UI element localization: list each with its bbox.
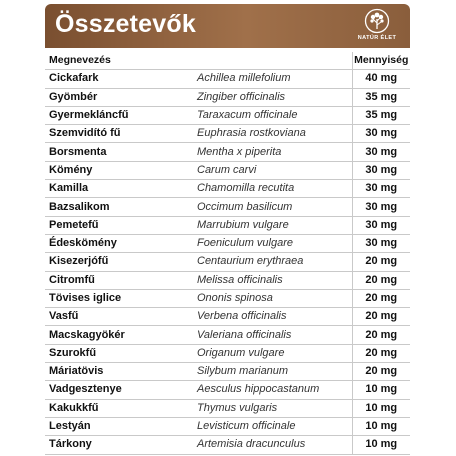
latin-name: Mentha x piperita	[193, 143, 352, 161]
ingredient-name: Bazsalikom	[45, 198, 193, 216]
quantity: 30 mg	[352, 143, 410, 161]
ingredient-name: Gyermekláncfű	[45, 106, 193, 124]
table-row	[45, 436, 410, 454]
ingredient-name: Cickafark	[45, 70, 193, 88]
latin-name: Chamomilla recutita	[193, 180, 352, 198]
logo-text: NATÚR ÉLET	[357, 35, 397, 41]
ingredient-name: Tárkony	[45, 436, 193, 454]
ingredient-name: Édeskömény	[45, 234, 193, 252]
table-row	[45, 216, 410, 234]
table-row	[45, 125, 410, 143]
table-row	[45, 399, 410, 417]
ingredient-name: Citromfű	[45, 271, 193, 289]
ingredient-name: Kisezerjófű	[45, 253, 193, 271]
tree-leaf-icon	[364, 8, 390, 34]
ingredient-name: Kömény	[45, 161, 193, 179]
latin-name: Zingiber officinalis	[193, 88, 352, 106]
quantity: 10 mg	[352, 417, 410, 435]
quantity: 10 mg	[352, 436, 410, 454]
quantity: 30 mg	[352, 125, 410, 143]
latin-name: Silybum marianum	[193, 363, 352, 381]
quantity: 20 mg	[352, 326, 410, 344]
latin-name: Verbena officinalis	[193, 308, 352, 326]
ingredient-name: Kamilla	[45, 180, 193, 198]
column-header-latin	[193, 52, 352, 70]
quantity: 10 mg	[352, 381, 410, 399]
table-row	[45, 234, 410, 252]
page-title: Összetevők	[55, 10, 196, 38]
ingredient-name: Kakukkfű	[45, 399, 193, 417]
quantity: 30 mg	[352, 216, 410, 234]
table-row	[45, 326, 410, 344]
ingredient-name: Szurokfű	[45, 344, 193, 362]
table-row	[45, 417, 410, 435]
table-row	[45, 198, 410, 216]
ingredient-name: Borsmenta	[45, 143, 193, 161]
quantity: 35 mg	[352, 106, 410, 124]
quantity: 10 mg	[352, 399, 410, 417]
quantity: 20 mg	[352, 363, 410, 381]
quantity: 20 mg	[352, 289, 410, 307]
table-row	[45, 271, 410, 289]
ingredient-name: Vadgesztenye	[45, 381, 193, 399]
ingredient-name: Szemvidító fű	[45, 125, 193, 143]
ingredient-name: Lestyán	[45, 417, 193, 435]
ingredient-name: Vasfű	[45, 308, 193, 326]
column-header-name: Megnevezés	[45, 52, 193, 70]
brand-logo	[354, 8, 400, 46]
latin-name: Carum carvi	[193, 161, 352, 179]
latin-name: Melissa officinalis	[193, 271, 352, 289]
table-row	[45, 308, 410, 326]
latin-name: Occimum basilicum	[193, 198, 352, 216]
ingredient-name: Tövises iglice	[45, 289, 193, 307]
latin-name: Valeriana officinalis	[193, 326, 352, 344]
quantity: 35 mg	[352, 88, 410, 106]
latin-name: Aesculus hippocastanum	[193, 381, 352, 399]
table-row	[45, 180, 410, 198]
latin-name: Euphrasia rostkoviana	[193, 125, 352, 143]
table-row	[45, 143, 410, 161]
table-row	[45, 344, 410, 362]
quantity: 40 mg	[352, 70, 410, 88]
ingredient-name: Pemetefű	[45, 216, 193, 234]
quantity: 30 mg	[352, 198, 410, 216]
table-row	[45, 363, 410, 381]
ingredients-table	[45, 52, 410, 455]
quantity: 30 mg	[352, 161, 410, 179]
latin-name: Taraxacum officinale	[193, 106, 352, 124]
table-row	[45, 289, 410, 307]
quantity: 20 mg	[352, 344, 410, 362]
latin-name: Foeniculum vulgare	[193, 234, 352, 252]
quantity: 30 mg	[352, 234, 410, 252]
column-header-quantity: Mennyiség	[352, 52, 410, 70]
table-row	[45, 161, 410, 179]
ingredients-card	[45, 4, 410, 452]
latin-name: Marrubium vulgare	[193, 216, 352, 234]
quantity: 30 mg	[352, 180, 410, 198]
header-bar	[45, 4, 410, 48]
ingredient-name: Gyömbér	[45, 88, 193, 106]
quantity: 20 mg	[352, 253, 410, 271]
table-row	[45, 88, 410, 106]
ingredient-name: Macskagyökér	[45, 326, 193, 344]
quantity: 20 mg	[352, 308, 410, 326]
table-header-row	[45, 52, 410, 70]
table-row	[45, 253, 410, 271]
latin-name: Artemisia dracunculus	[193, 436, 352, 454]
latin-name: Achillea millefolium	[193, 70, 352, 88]
latin-name: Levisticum officinale	[193, 417, 352, 435]
latin-name: Centaurium erythraea	[193, 253, 352, 271]
table-row	[45, 106, 410, 124]
latin-name: Origanum vulgare	[193, 344, 352, 362]
ingredient-name: Máriatövis	[45, 363, 193, 381]
quantity: 20 mg	[352, 271, 410, 289]
latin-name: Thymus vulgaris	[193, 399, 352, 417]
table-row	[45, 70, 410, 88]
table-row	[45, 381, 410, 399]
latin-name: Ononis spinosa	[193, 289, 352, 307]
